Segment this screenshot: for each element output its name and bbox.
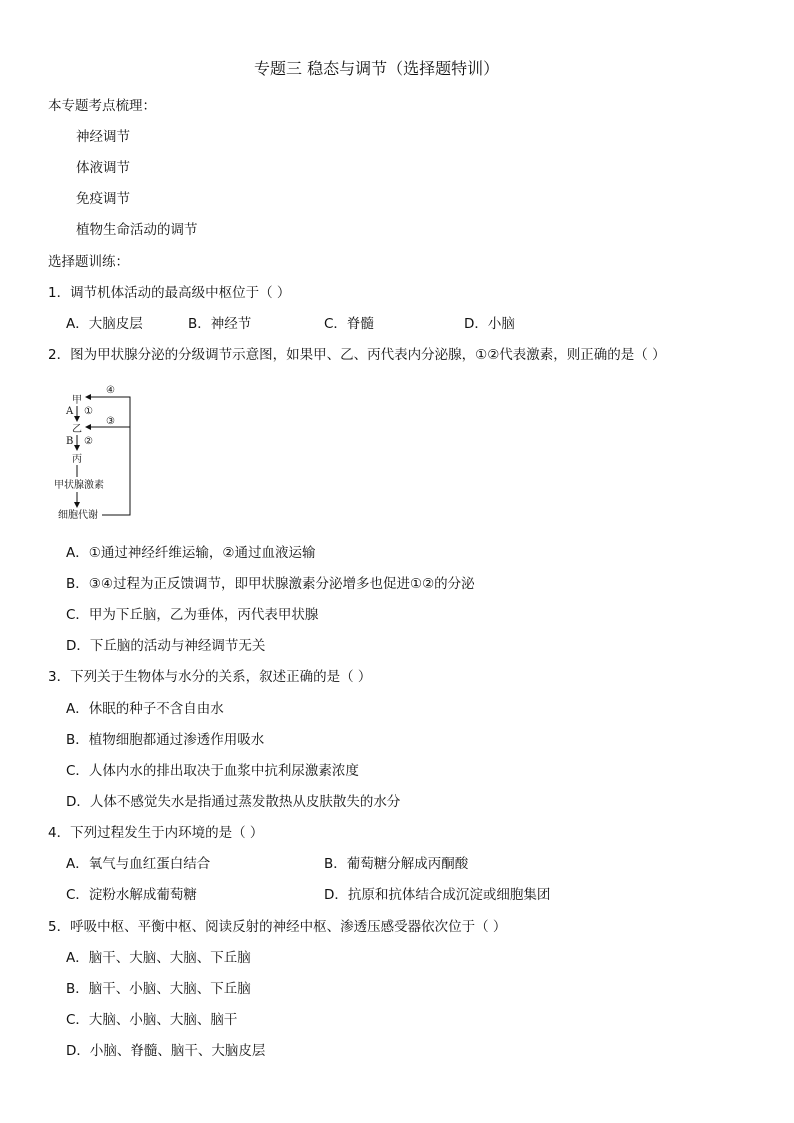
- q5-option-c[interactable]: C．大脑、小脑、大脑、脑干: [66, 1012, 238, 1028]
- q2-option-b[interactable]: B．③④过程为正反馈调节，即甲状腺激素分泌增多也促进①②的分泌: [66, 576, 475, 592]
- diagram-label-a: A: [66, 406, 74, 417]
- q1-option-b[interactable]: B．神经节: [188, 316, 252, 332]
- q4-option-b[interactable]: B．葡萄糖分解成丙酮酸: [324, 856, 469, 872]
- q4-option-a[interactable]: A．氧气与血红蛋白结合: [66, 856, 211, 872]
- q2-option-c[interactable]: C．甲为下丘脑，乙为垂体，丙代表甲状腺: [66, 607, 319, 623]
- q2-option-a[interactable]: A．①通过神经纤维运输，②通过血液运输: [66, 545, 316, 561]
- diagram-node-metabolism: 细胞代谢: [58, 510, 98, 521]
- q3-option-b[interactable]: B．植物细胞都通过渗透作用吸水: [66, 732, 265, 748]
- q4-option-c[interactable]: C．淀粉水解成葡萄糖: [66, 887, 197, 903]
- q2-option-d[interactable]: D．下丘脑的活动与神经调节无关: [66, 638, 266, 654]
- q4-stem: 4．下列过程发生于内环境的是（ ）: [48, 825, 264, 841]
- q4-option-d[interactable]: D．抗原和抗体结合成沉淀或细胞集团: [324, 887, 551, 903]
- diagram-label-c2: ②: [84, 436, 93, 447]
- q3-option-c[interactable]: C．人体内水的排出取决于血浆中抗利尿激素浓度: [66, 763, 359, 779]
- q3-option-d[interactable]: D．人体不感觉失水是指通过蒸发散热从皮肤散失的水分: [66, 794, 401, 810]
- q1-option-a[interactable]: A．大脑皮层: [66, 316, 143, 332]
- q1-option-d[interactable]: D．小脑: [464, 316, 515, 332]
- q1-stem: 1．调节机体活动的最高级中枢位于（ ）: [48, 285, 291, 301]
- diagram-label-c3: ③: [106, 416, 115, 427]
- outline-item: 免疫调节: [76, 191, 130, 207]
- diagram-node-hormone: 甲状腺激素: [54, 480, 104, 491]
- q5-option-b[interactable]: B．脑干、小脑、大脑、下丘脑: [66, 981, 251, 997]
- q5-stem: 5．呼吸中枢、平衡中枢、阅读反射的神经中枢、渗透压感受器依次位于（ ）: [48, 919, 507, 935]
- diagram-label-c1: ①: [84, 406, 93, 417]
- q3-stem: 3．下列关于生物体与水分的关系，叙述正确的是（ ）: [48, 669, 372, 685]
- thyroid-regulation-diagram: [54, 384, 144, 524]
- diagram-label-c4: ④: [106, 385, 115, 396]
- page-title: 专题三 稳态与调节（选择题特训）: [254, 59, 500, 78]
- q5-option-d[interactable]: D．小脑、脊髓、脑干、大脑皮层: [66, 1043, 266, 1059]
- outline-item: 神经调节: [76, 129, 130, 145]
- outline-heading: 本专题考点梳理：: [48, 98, 156, 114]
- outline-item: 植物生命活动的调节: [76, 222, 198, 238]
- diagram-node-jia: 甲: [72, 395, 82, 406]
- diagram-node-bing: 丙: [72, 454, 82, 465]
- diagram-node-yi: 乙: [72, 424, 82, 435]
- diagram-label-b: B: [66, 436, 74, 447]
- q5-option-a[interactable]: A．脑干、大脑、大脑、下丘脑: [66, 950, 251, 966]
- q3-option-a[interactable]: A．休眠的种子不含自由水: [66, 701, 224, 717]
- q1-option-c[interactable]: C．脊髓: [324, 316, 374, 332]
- practice-heading: 选择题训练：: [48, 254, 129, 270]
- outline-item: 体液调节: [76, 160, 130, 176]
- q2-stem: 2．图为甲状腺分泌的分级调节示意图，如果甲、乙、丙代表内分泌腺，①②代表激素，则正确的是（ ）: [48, 347, 666, 363]
